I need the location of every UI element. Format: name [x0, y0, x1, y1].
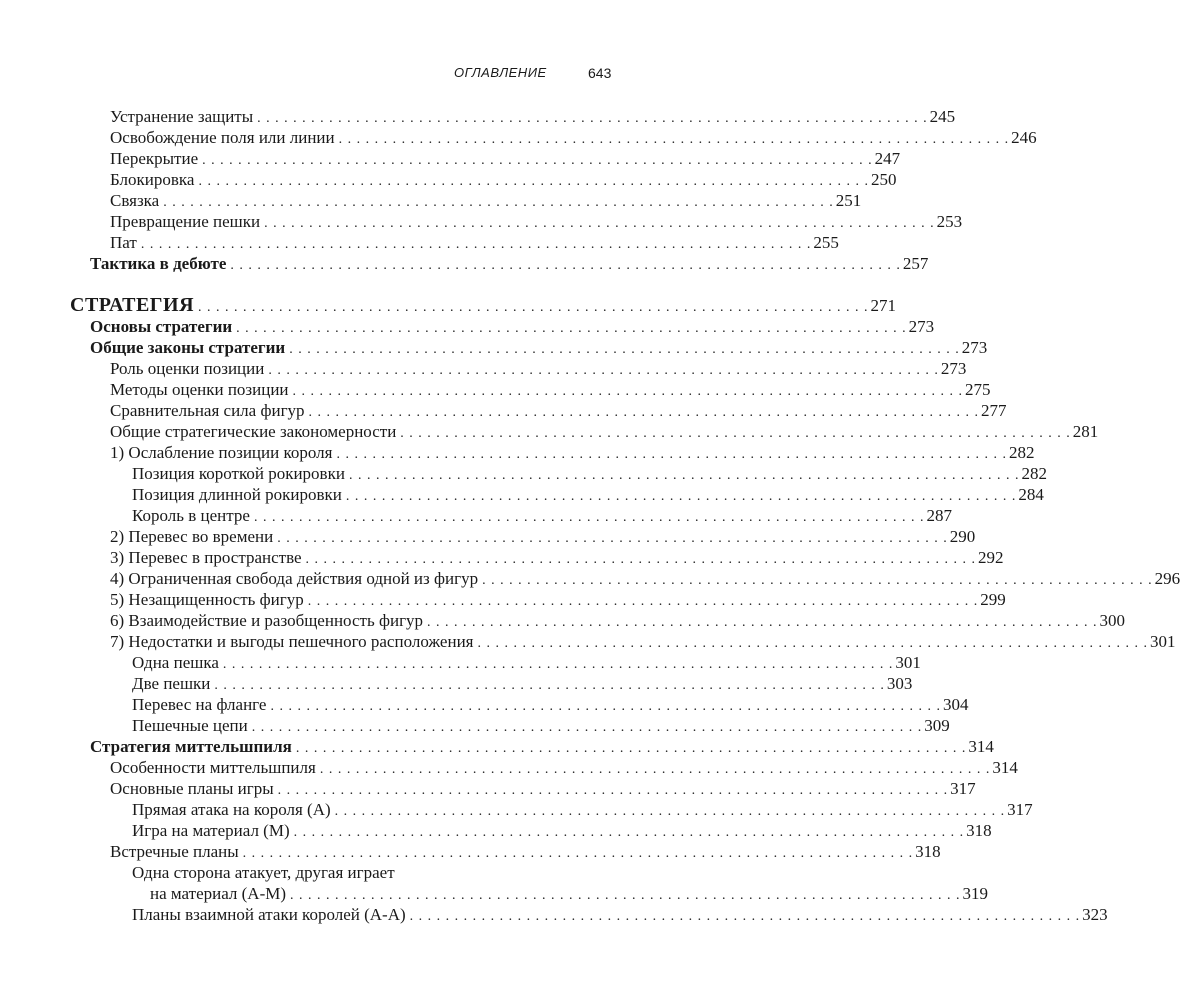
dot-leader: . . . . . . . . . . . . . . . . . . . . . . . . . . . . . . . . . . . . . . . . . . . . . . . . . . . . . . . . . . . . . . . . . . . . . . . . . . .: [251, 720, 923, 735]
toc-entry[interactable]: [0, 652, 921, 673]
toc-entry[interactable]: [0, 106, 956, 127]
toc-entry-page: 317: [950, 779, 976, 798]
toc-entry-page: 250: [870, 170, 897, 189]
dot-leader: . . . . . . . . . . . . . . . . . . . . . . . . . . . . . . . . . . . . . . . . . . . . . . . . . . . . . . . . . . . . . . . . . . . . . . . . . . .: [222, 657, 894, 672]
toc-entry-page: 323: [1082, 905, 1108, 924]
toc-entry[interactable]: [0, 757, 1018, 778]
dot-leader: . . . . . . . . . . . . . . . . . . . . . . . . . . . . . . . . . . . . . . . . . . . . . . . . . . . . . . . . . . . . . . . . . . . . . . . . . . .: [253, 510, 925, 525]
toc-entry[interactable]: [0, 820, 992, 841]
dot-leader: . . . . . . . . . . . . . . . . . . . . . . . . . . . . . . . . . . . . . . . . . . . . . . . . . . . . . . . . . . . . . . . . . . . . . . . . . . .: [293, 825, 965, 840]
toc-entry-title: 7) Недостатки и выгоды пешечного расположения: [110, 632, 474, 651]
toc-entry-page: 319: [962, 884, 989, 903]
toc-entry-title: Встречные планы: [110, 842, 239, 861]
toc-entry-title: Игра на материал (М): [132, 821, 290, 840]
dot-leader: . . . . . . . . . . . . . . . . . . . . . . . . . . . . . . . . . . . . . . . . . . . . . . . . . . . . . . . . . . . . . . . . . . . . . . . . . . .: [140, 237, 812, 252]
toc-entry[interactable]: [0, 442, 1035, 463]
dot-leader: . . . . . . . . . . . . . . . . . . . . . . . . . . . . . . . . . . . . . . . . . . . . . . . . . . . . . . . . . . . . . . . . . . . . . . . . . . .: [277, 783, 949, 798]
dot-leader: . . . . . . . . . . . . . . . . . . . . . . . . . . . . . . . . . . . . . . . . . . . . . . . . . . . . . . . . . . . . . . . . . . . . . . . . . . .: [163, 195, 834, 210]
toc-entry-title: Пат: [110, 233, 137, 252]
dot-leader: . . . . . . . . . . . . . . . . . . . . . . . . . . . . . . . . . . . . . . . . . . . . . . . . . . . . . . . . . . . . . . . . . . . . . . . . . . .: [345, 489, 1017, 504]
toc-entry-page: 300: [1099, 611, 1126, 630]
dot-leader: . . . . . . . . . . . . . . . . . . . . . . . . . . . . . . . . . . . . . . . . . . . . . . . . . . . . . . . . . . . . . . . . . . . . . . . . . . .: [290, 888, 961, 903]
toc-entry[interactable]: [0, 841, 941, 862]
toc-entry[interactable]: [0, 736, 994, 757]
page-number: 643: [588, 65, 612, 81]
toc-entry-title: СТРАТЕГИЯ: [70, 294, 195, 316]
toc-entry[interactable]: [0, 127, 1037, 148]
dot-leader: . . . . . . . . . . . . . . . . . . . . . . . . . . . . . . . . . . . . . . . . . . . . . . . . . . . . . . . . . . . . . . . . . . . . . . . . . . .: [292, 384, 964, 399]
toc-entry-page: 273: [940, 359, 967, 378]
dot-leader: . . . . . . . . . . . . . . . . . . . . . . . . . . . . . . . . . . . . . . . . . . . . . . . . . . . . . . . . . . . . . . . . . . . . . . . . . . .: [230, 258, 901, 273]
toc-entry-title: Перевес на фланге: [132, 695, 267, 714]
toc-entry-page: 273: [908, 317, 935, 336]
dot-leader: . . . . . . . . . . . . . . . . . . . . . . . . . . . . . . . . . . . . . . . . . . . . . . . . . . . . . . . . . . . . . . . . . . . . . . . . . . .: [198, 300, 869, 315]
toc-entry-title: Одна пешка: [132, 653, 219, 672]
toc-entry-page: 277: [981, 401, 1007, 420]
toc-entry-title: Основные планы игры: [110, 779, 274, 798]
toc-entry-title: Блокировка: [110, 170, 195, 189]
dot-leader: . . . . . . . . . . . . . . . . . . . . . . . . . . . . . . . . . . . . . . . . . . . . . . . . . . . . . . . . . . . . . . . . . . . . . . . . . . .: [409, 909, 1081, 924]
dot-leader: . . . . . . . . . . . . . . . . . . . . . . . . . . . . . . . . . . . . . . . . . . . . . . . . . . . . . . . . . . . . . . . . . . . . . . . . . . .: [257, 111, 928, 126]
dot-leader: . . . . . . . . . . . . . . . . . . . . . . . . . . . . . . . . . . . . . . . . . . . . . . . . . . . . . . . . . . . . . . . . . . . . . . . . . . .: [477, 636, 1148, 651]
dot-leader: . . . . . . . . . . . . . . . . . . . . . . . . . . . . . . . . . . . . . . . . . . . . . . . . . . . . . . . . . . . . . . . . . . . . . . . . . . .: [334, 804, 1006, 819]
toc-entry-title: 5) Незащищенность фигур: [110, 590, 304, 609]
dot-leader: . . . . . . . . . . . . . . . . . . . . . . . . . . . . . . . . . . . . . . . . . . . . . . . . . . . . . . . . . . . . . . . . . . . . . . . . . . .: [198, 174, 869, 189]
toc-entry-page: 273: [961, 338, 988, 357]
running-header-title: ОГЛАВЛЕНИЕ: [454, 65, 547, 80]
toc-entry[interactable]: [0, 337, 988, 358]
toc-entry[interactable]: [0, 421, 1099, 442]
toc-entry[interactable]: [0, 715, 950, 736]
dot-leader: . . . . . . . . . . . . . . . . . . . . . . . . . . . . . . . . . . . . . . . . . . . . . . . . . . . . . . . . . . . . . . . . . . . . . . . . . . .: [348, 468, 1020, 483]
toc-entry[interactable]: [0, 589, 1006, 610]
toc-entry-page: 317: [1007, 800, 1033, 819]
toc-entry-page: 296: [1154, 569, 1180, 588]
toc-entry-title: Тактика в дебюте: [90, 254, 227, 273]
dot-leader: . . . . . . . . . . . . . . . . . . . . . . . . . . . . . . . . . . . . . . . . . . . . . . . . . . . . . . . . . . . . . . . . . . . . . . . . . . .: [307, 594, 979, 609]
toc-entry-page: 271: [870, 296, 897, 315]
dot-leader: . . . . . . . . . . . . . . . . . . . . . . . . . . . . . . . . . . . . . . . . . . . . . . . . . . . . . . . . . . . . . . . . . . . . . . . . . . .: [319, 762, 991, 777]
toc-entry-title: 2) Перевес во времени: [110, 527, 274, 546]
toc-entry-page: 290: [949, 527, 976, 546]
toc-entry-page: 251: [835, 191, 862, 210]
toc-entry-page: 292: [978, 548, 1004, 567]
dot-leader: . . . . . . . . . . . . . . . . . . . . . . . . . . . . . . . . . . . . . . . . . . . . . . . . . . . . . . . . . . . . . . . . . . . . . . . . . . .: [336, 447, 1007, 462]
toc-entry-page: 257: [902, 254, 929, 273]
dot-leader: . . . . . . . . . . . . . . . . . . . . . . . . . . . . . . . . . . . . . . . . . . . . . . . . . . . . . . . . . . . . . . . . . . . . . . . . . . .: [305, 552, 977, 567]
toc-entry-title: Методы оценки позиции: [110, 380, 289, 399]
toc-part-entry[interactable]: [0, 294, 897, 316]
dot-leader: . . . . . . . . . . . . . . . . . . . . . . . . . . . . . . . . . . . . . . . . . . . . . . . . . . . . . . . . . . . . . . . . . . . . . . . . . . .: [277, 531, 948, 546]
dot-leader: . . . . . . . . . . . . . . . . . . . . . . . . . . . . . . . . . . . . . . . . . . . . . . . . . . . . . . . . . . . . . . . . . . . . . . . . . . .: [236, 321, 907, 336]
toc-entry-title: Освобождение поля или линии: [110, 128, 335, 147]
toc-entry[interactable]: [0, 148, 901, 169]
toc-entry-page: 314: [992, 758, 1018, 777]
toc-entry-page: 301: [1150, 632, 1176, 651]
toc-entry-page: 299: [980, 590, 1006, 609]
toc-entry[interactable]: [0, 400, 1007, 421]
toc-entry-page: 314: [968, 737, 994, 756]
toc-entry-page: 303: [886, 674, 913, 693]
toc-entry-page: 304: [942, 695, 969, 714]
toc-entry[interactable]: [0, 505, 952, 526]
toc-entry-title: Перекрытие: [110, 149, 199, 168]
dot-leader: . . . . . . . . . . . . . . . . . . . . . . . . . . . . . . . . . . . . . . . . . . . . . . . . . . . . . . . . . . . . . . . . . . . . . . . . . . .: [264, 216, 935, 231]
toc-entry-title: Роль оценки позиции: [110, 359, 265, 378]
toc-entry[interactable]: [0, 631, 1176, 652]
toc-entry-page: 245: [929, 107, 956, 126]
dot-leader: . . . . . . . . . . . . . . . . . . . . . . . . . . . . . . . . . . . . . . . . . . . . . . . . . . . . . . . . . . . . . . . . . . . . . . . . . . .: [202, 153, 873, 168]
toc-entry-title: Превращение пешки: [110, 212, 261, 231]
toc-entry-page: 284: [1018, 485, 1044, 504]
toc-entry-title: Прямая атака на короля (А): [132, 800, 331, 819]
toc-entry-title: 1) Ослабление позиции короля: [110, 443, 333, 462]
toc-entry-page: 275: [965, 380, 991, 399]
toc-entry-title: Позиция короткой рокировки: [132, 464, 345, 483]
toc-entry[interactable]: [0, 379, 991, 400]
toc-entry-title: Общие законы стратегии: [90, 338, 286, 357]
dot-leader: . . . . . . . . . . . . . . . . . . . . . . . . . . . . . . . . . . . . . . . . . . . . . . . . . . . . . . . . . . . . . . . . . . . . . . . . . . .: [268, 363, 939, 378]
toc-entry-title: Общие стратегические закономерности: [110, 422, 397, 441]
dot-leader: . . . . . . . . . . . . . . . . . . . . . . . . . . . . . . . . . . . . . . . . . . . . . . . . . . . . . . . . . . . . . . . . . . . . . . . . . . .: [289, 342, 960, 357]
toc-entry[interactable]: [0, 568, 1180, 589]
toc-entry-page: 255: [813, 233, 839, 252]
toc-entry-page: 282: [1008, 443, 1035, 462]
toc-entry-page: 246: [1011, 128, 1037, 147]
toc-entry-title: Король в центре: [132, 506, 250, 525]
dot-leader: . . . . . . . . . . . . . . . . . . . . . . . . . . . . . . . . . . . . . . . . . . . . . . . . . . . . . . . . . . . . . . . . . . . . . . . . . . .: [295, 741, 967, 756]
dot-leader: . . . . . . . . . . . . . . . . . . . . . . . . . . . . . . . . . . . . . . . . . . . . . . . . . . . . . . . . . . . . . . . . . . . . . . . . . . .: [242, 846, 914, 861]
toc-entry-title: Стратегия миттельшпиля: [90, 737, 292, 756]
toc-entry[interactable]: [0, 547, 1004, 568]
toc-entry[interactable]: [0, 253, 929, 274]
dot-leader: . . . . . . . . . . . . . . . . . . . . . . . . . . . . . . . . . . . . . . . . . . . . . . . . . . . . . . . . . . . . . . . . . . . . . . . . . . .: [482, 573, 1153, 588]
toc-entry[interactable]: [0, 232, 839, 253]
dot-leader: . . . . . . . . . . . . . . . . . . . . . . . . . . . . . . . . . . . . . . . . . . . . . . . . . . . . . . . . . . . . . . . . . . . . . . . . . . .: [400, 426, 1071, 441]
toc-entry[interactable]: [0, 169, 897, 190]
toc-entry[interactable]: [0, 358, 967, 379]
toc-entry-page: 282: [1021, 464, 1047, 483]
toc-entry[interactable]: [0, 484, 1044, 505]
toc-entry-title: Сравнительная сила фигур: [110, 401, 305, 420]
toc-entry-title: Связка: [110, 191, 160, 210]
toc-entry[interactable]: [0, 463, 1047, 484]
toc-entry-page: 309: [924, 716, 950, 735]
toc-entry-title: Одна сторона атакует, другая играет: [132, 863, 395, 882]
dot-leader: . . . . . . . . . . . . . . . . . . . . . . . . . . . . . . . . . . . . . . . . . . . . . . . . . . . . . . . . . . . . . . . . . . . . . . . . . . .: [308, 405, 980, 420]
toc-entry[interactable]: [0, 316, 935, 337]
toc-entry-page: 287: [926, 506, 952, 525]
toc-entry[interactable]: [0, 190, 862, 211]
dot-leader: . . . . . . . . . . . . . . . . . . . . . . . . . . . . . . . . . . . . . . . . . . . . . . . . . . . . . . . . . . . . . . . . . . . . . . . . . . .: [338, 132, 1010, 147]
toc-entry-title: 6) Взаимодействие и разобщенность фигур: [110, 611, 424, 630]
toc-entry-title: на материал (А-М): [150, 884, 287, 903]
running-header: [0, 62, 682, 84]
toc-entry[interactable]: [0, 526, 976, 547]
toc-entry[interactable]: [0, 799, 1033, 820]
dot-leader: . . . . . . . . . . . . . . . . . . . . . . . . . . . . . . . . . . . . . . . . . . . . . . . . . . . . . . . . . . . . . . . . . . . . . . . . . . .: [214, 678, 885, 693]
toc-entry-page: 318: [966, 821, 992, 840]
dot-leader: . . . . . . . . . . . . . . . . . . . . . . . . . . . . . . . . . . . . . . . . . . . . . . . . . . . . . . . . . . . . . . . . . . . . . . . . . . .: [427, 615, 1098, 630]
toc-entry-page: 318: [915, 842, 941, 861]
toc-entry[interactable]: [0, 610, 1126, 631]
toc-entry[interactable]: [0, 778, 976, 799]
toc-entry[interactable]: [0, 211, 963, 232]
toc-entry-page: 253: [936, 212, 963, 231]
toc-entry-page: 281: [1072, 422, 1099, 441]
toc-entry-title: Устранение защиты: [110, 107, 254, 126]
toc-entry-first-line[interactable]: [0, 862, 682, 883]
toc-entry-title: Планы взаимной атаки королей (А-А): [132, 905, 406, 924]
toc-entry-title: 4) Ограниченная свобода действия одной из фигур: [110, 569, 479, 588]
toc-entry[interactable]: [0, 904, 1108, 925]
toc-entry-continuation[interactable]: [0, 883, 989, 904]
toc-entry-title: Позиция длинной рокировки: [132, 485, 342, 504]
toc-entry-title: Особенности миттельшпиля: [110, 758, 316, 777]
toc-entry-title: Две пешки: [132, 674, 211, 693]
toc-entry-title: Основы стратегии: [90, 317, 233, 336]
toc-entry-page: 247: [874, 149, 901, 168]
toc-entry-title: Пешечные цепи: [132, 716, 248, 735]
toc-entry-page: 301: [895, 653, 921, 672]
toc-entry-title: 3) Перевес в пространстве: [110, 548, 302, 567]
toc-entry[interactable]: [0, 694, 969, 715]
toc-entry[interactable]: [0, 673, 913, 694]
dot-leader: . . . . . . . . . . . . . . . . . . . . . . . . . . . . . . . . . . . . . . . . . . . . . . . . . . . . . . . . . . . . . . . . . . . . . . . . . . .: [270, 699, 941, 714]
